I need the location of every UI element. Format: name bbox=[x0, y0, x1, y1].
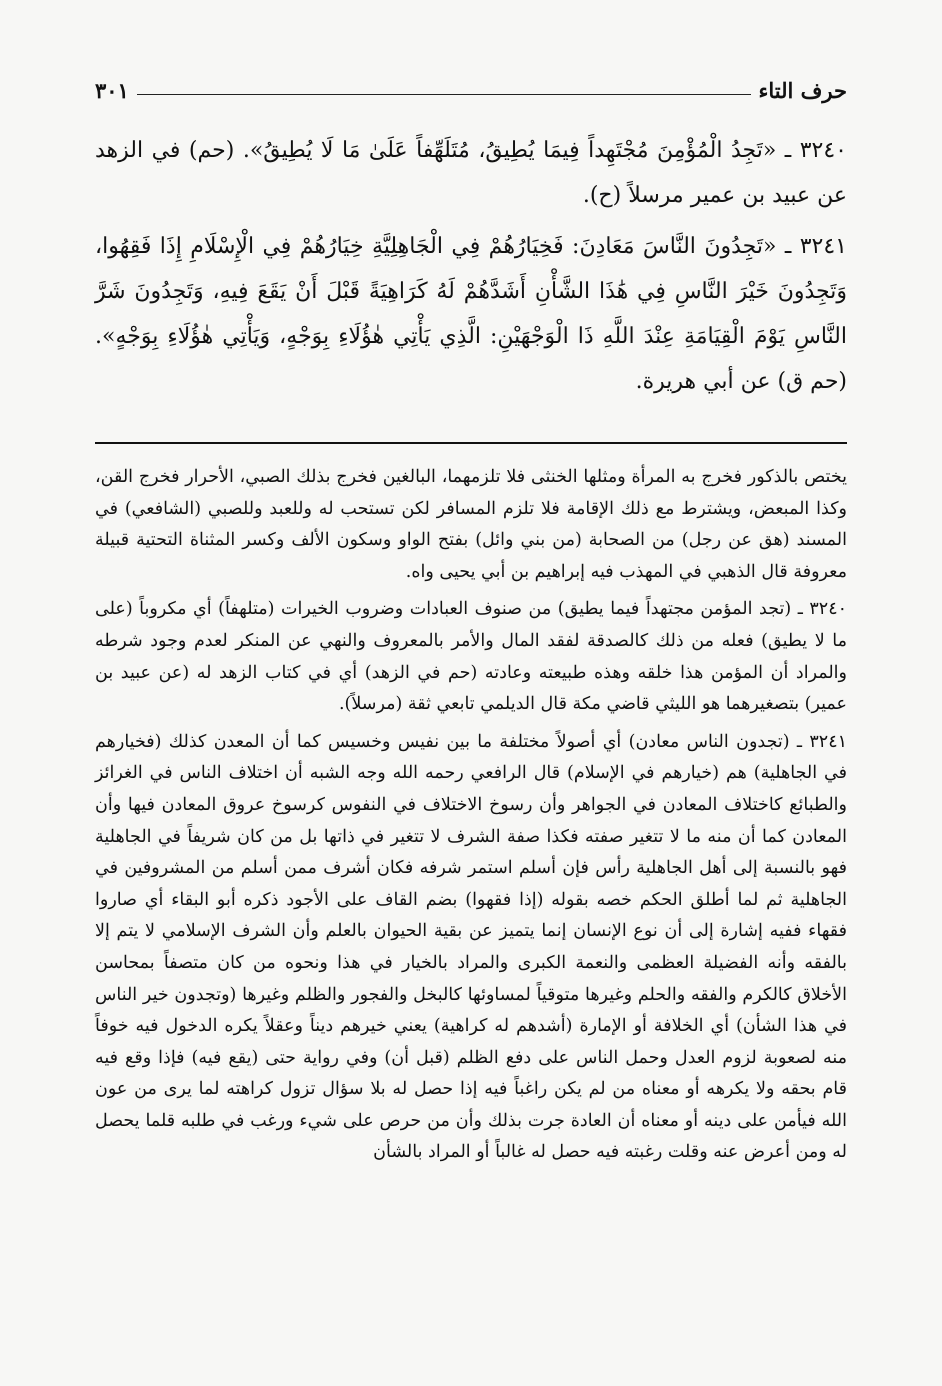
commentary-3241: ٣٢٤١ ـ (تجدون الناس معادن) أي أصولاً مختلفة ما بين نفيس وخسيس كما أن المعدن كذلك (فخيارهم في الجاهلية) هم (خيارهم في الإسلام) قال الرافعي رحمه الله وجه الشبه أن اختلاف الناس في الغرائز والطبائع كاختلاف المعادن في الجواهر وأن رسوخ الاختلاف في النفوس كرسوخ عروق المعادن فيها وأن المعادن كما أن منه ما لا تتغير صفته فكذا صفة الشرف لا تتغير في ذاتها بل من كان شريفاً في الجاهلية فهو بالنسبة إلى أهل الجاهلية رأس فإن أسلم استمر شرفه فكان أشرف ممن أسلم من المشروفين في الجاهلية ثم لما أطلق الحكم خصه بقوله (إذا فقهوا) بضم القاف على الأجود ذكره أبو البقاء أي صاروا فقهاء ففيه إشارة إلى أن نوع الإنسان إنما يتميز عن بقية الحيوان بالعلم وأن الشرف الإسلامي لا يتم إلا بالفقه وأنه الفضيلة العظمى والنعمة الكبرى والمراد بالخيار في هذا ونحوه من كان متصفاً بمحاسن الأخلاق كالكرم والفقه والحلم وغيرها متوقياً لمساوئها كالبخل والفجور والظلم وغيرها (وتجدون خير الناس في هذا الشأن) أي الخلافة أو الإمارة (أشدهم له كراهية) يعني خيرهم ديناً وعقلاً يكره الدخول فيه خوفاً منه لصعوبة لزوم العدل وحمل الناس على دفع الظلم (قبل أن) وفي رواية حتى (يقع فيه) فإذا وقع فيه قام بحقه ولا يكرهه أو معناه من لم يكن راغباً فيه إذا حصل له بلا سؤال تزول كراهته لما يرى من عون الله فيأمن على دينه أو معناه أن العادة جرت بذلك وأن من حرص على شيء ورغب في طلبه قلما يحصل له ومن أعرض عنه وقلت رغبته فيه حصل له غالباً أو المراد بالشأن bbox=[95, 731, 847, 1163]
page-number: ٣٠١ bbox=[95, 77, 129, 103]
hadith-text-section bbox=[95, 128, 847, 410]
commentary-section bbox=[95, 462, 847, 1175]
chapter-title: حرف التاء bbox=[758, 77, 847, 103]
header-rule bbox=[137, 94, 751, 95]
page-header bbox=[95, 70, 847, 110]
commentary-3240: ٣٢٤٠ ـ (تجد المؤمن مجتهداً فيما يطيق) من صنوف العبادات وضروب الخيرات (متلهفاً) أي مكروباً (على ما لا يطيق) فعله من ذلك كالصدقة لفقد المال والأمر بالمعروف والنهي عن المنكر لعدم وجود شرطه والمراد أن المؤمن هذا خلقه وهذه طبيعته وعادته (حم في الزهد) أي في كتاب الزهد له (عن عبيد بن عمير) بتصغيرهما هو الليثي قاضي مكة قال الديلمي تابعي ثقة (مرسلاً). bbox=[95, 599, 847, 715]
hadith-3241: ٣٢٤١ ـ «تَجِدُونَ النَّاسَ مَعَادِنَ: فَخِيَارُهُمْ فِي الْجَاهِلِيَّةِ خِيَارُهُمْ فِي الْإِسْلَامِ إِذَا فَقِهُوا، وَتَجِدُونَ خَيْرَ النَّاسِ فِي هَٰذَا الشَّأْنِ أَشَدَّهُمْ لَهُ كَرَاهِيَةً قَبْلَ أَنْ يَقَعَ فِيهِ، وَتَجِدُونَ شَرَّ النَّاسِ يَوْمَ الْقِيَامَةِ عِنْدَ اللَّهِ ذَا الْوَجْهَيْنِ: الَّذِي يَأْتِي هٰؤُلَاءِ بِوَجْهٍ، وَيَأْتِي هٰؤُلَاءِ بِوَجْهٍ». (حم ق) عن أبي هريرة. bbox=[95, 234, 847, 394]
section-divider bbox=[95, 442, 847, 444]
commentary-continuation: يختص بالذكور فخرج به المرأة ومثلها الخنثى فلا تلزمهما، البالغين فخرج بذلك الصبي، الأحرار فخرج القن، وكذا المبعض، ويشترط مع ذلك الإقامة فلا تلزم المسافر لكن تستحب له وللعبد وللصبي (الشافعي) في المسند (هق عن رجل) من الصحابة (من بني وائل) بفتح الواو وسكون الألف وكسر المثناة التحتية قبيلة معروفة قال الذهبي في المهذب فيه إبراهيم بن أبي يحيى واه. bbox=[95, 467, 847, 582]
hadith-3240: ٣٢٤٠ ـ «تَجِدُ الْمُؤْمِنَ مُجْتَهِداً فِيمَا يُطِيقُ، مُتَلَهِّفاً عَلَىٰ مَا لَا يُطِيقُ». (حم) في الزهد عن عبيد بن عمير مرسلاً (ح). bbox=[95, 138, 847, 208]
